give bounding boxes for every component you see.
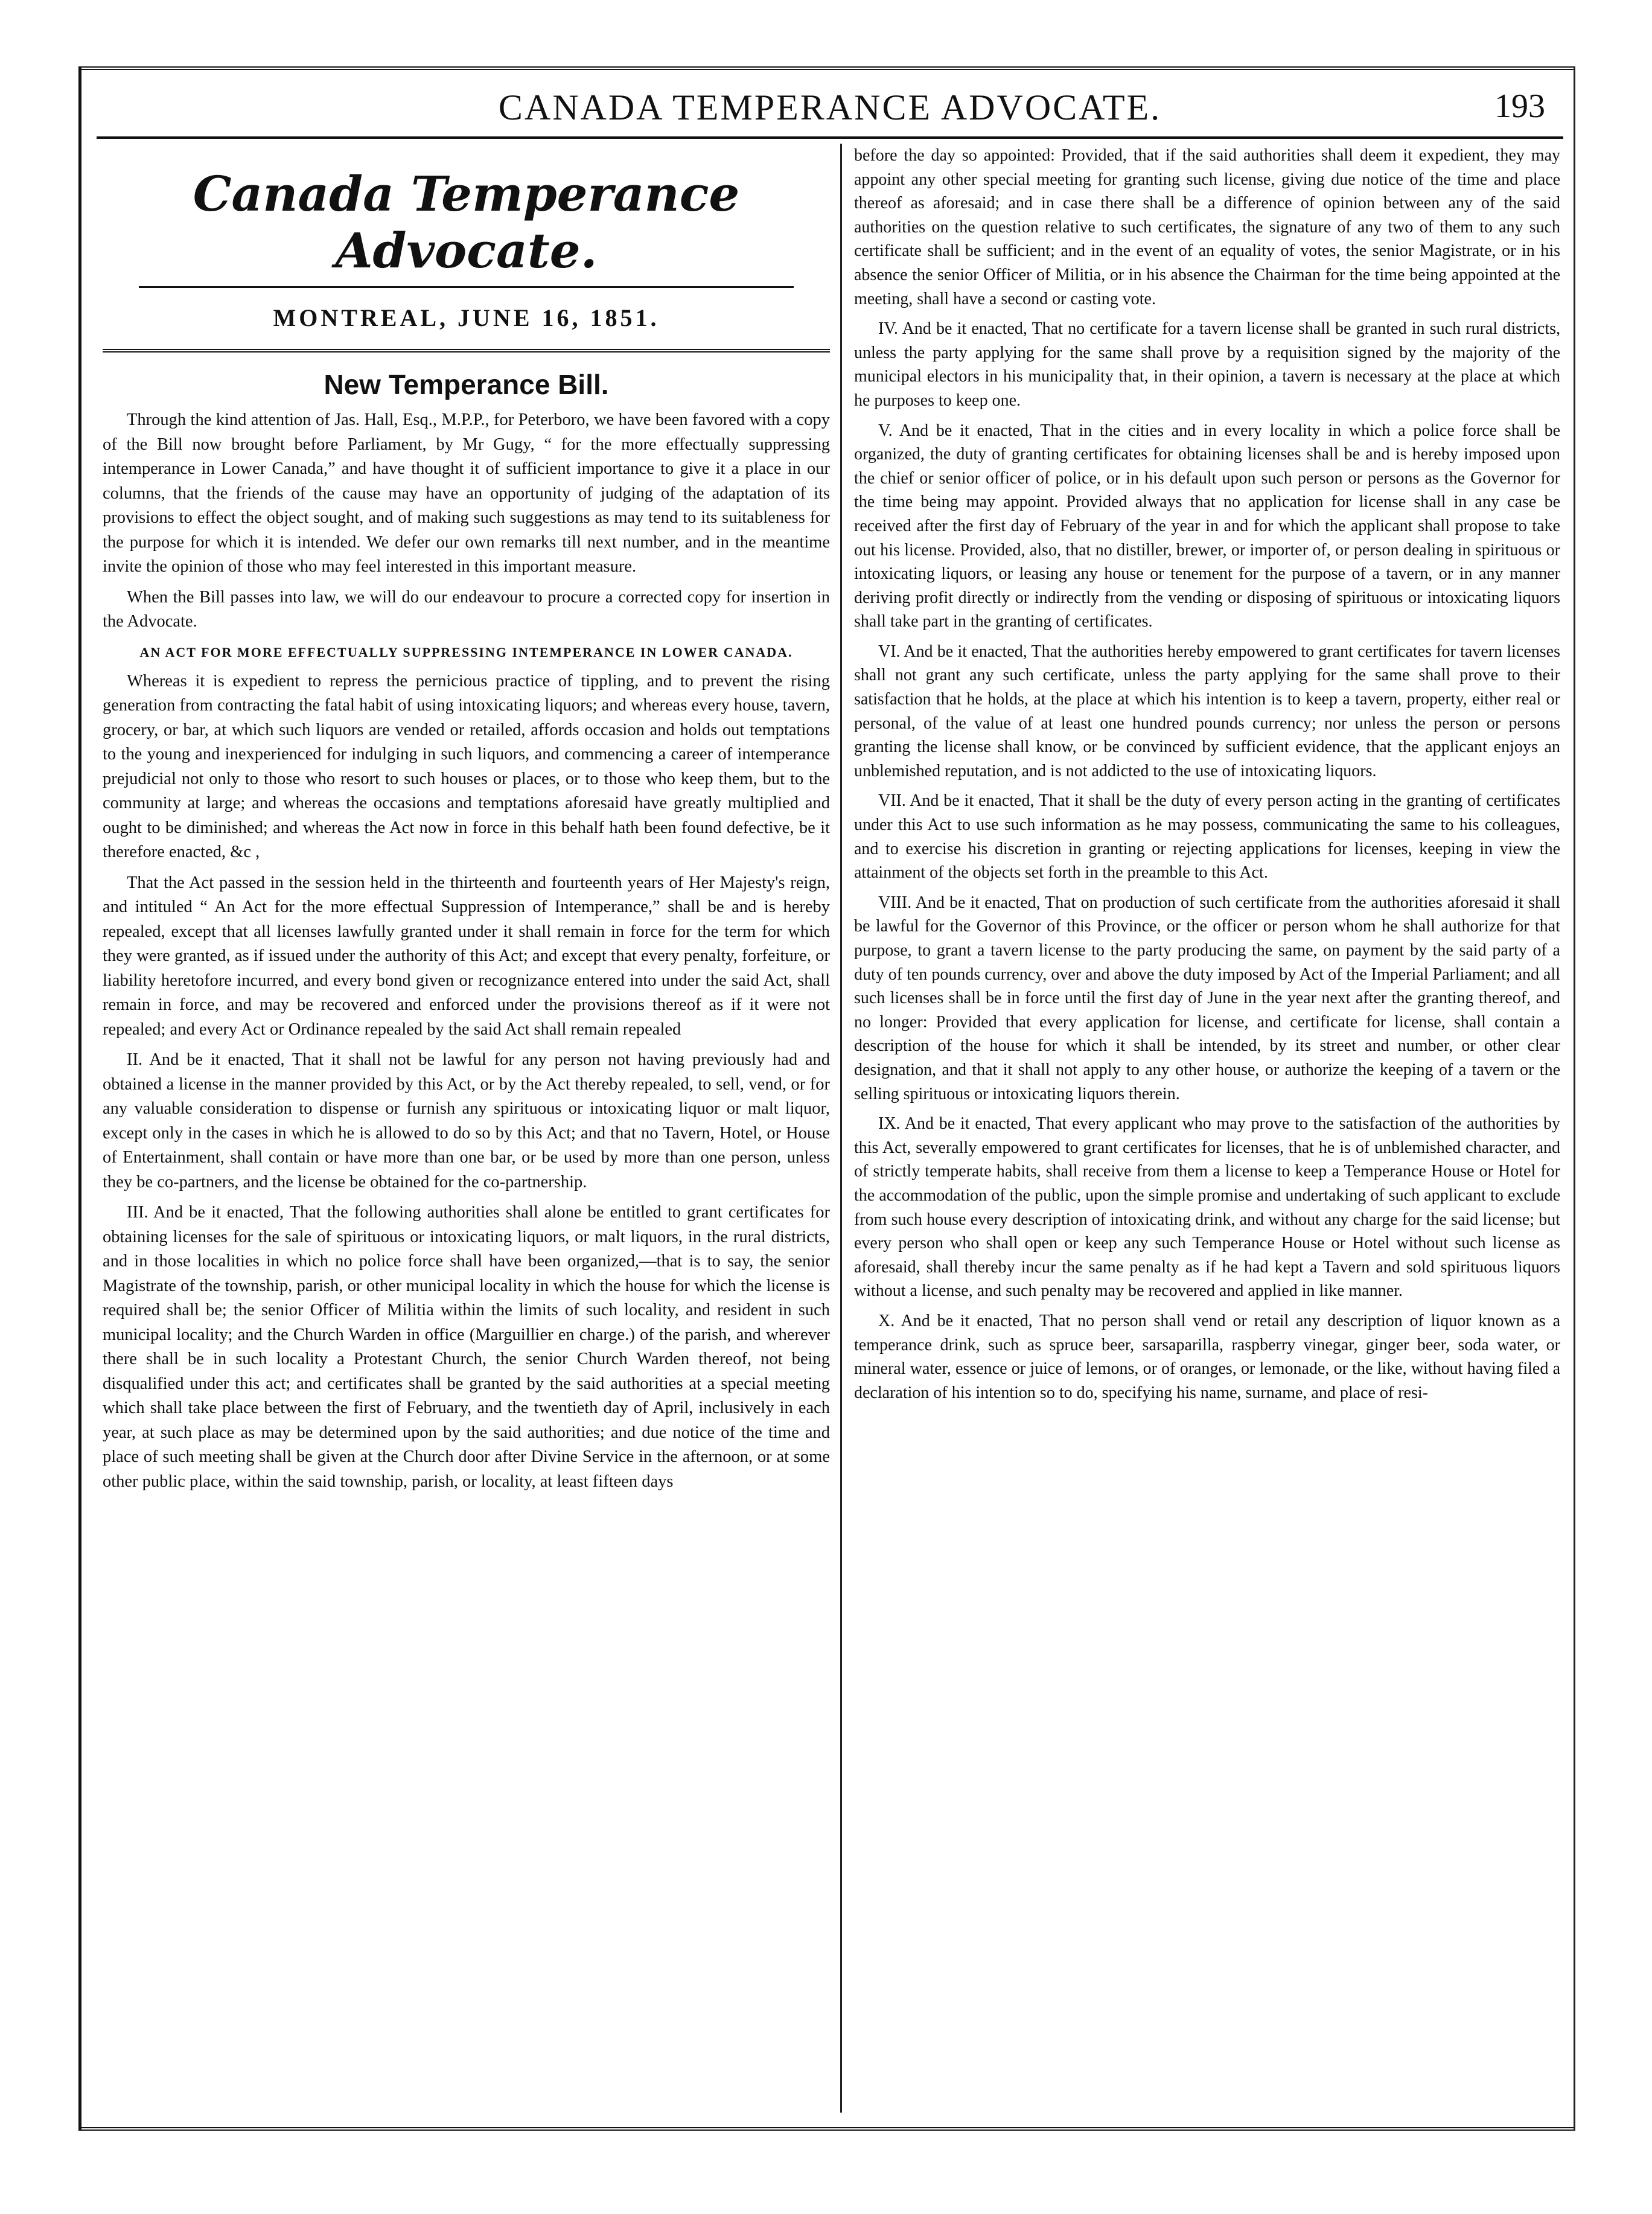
running-title: CANADA TEMPERANCE ADVOCATE.: [498, 88, 1162, 127]
act-paragraph: Whereas it is expedient to repress the pernicious practice of tippling, and to prevent the rising generation from contracting the fatal habit of using intoxicating liquors; and whereas every house, tavern, grocery, or bar, at which such liquors are vended or retailed, affords occasion and holds out temptations to the young and inexperienced for indulging in such liquors, and commencing a career of intemperance prejudicial not only to those who resort to such houses or places, or to those who keep them, but to the community at large; and whereas the occasions and temptations aforesaid have greatly multiplied and ought to be diminished; and whereas the Act now in force in this behalf hath been found defective, be it therefore enacted, &c ,: [103, 671, 830, 861]
act-paragraph: before the day so appointed: Provided, that if the said authorities shall deem it expedient, they may appoint any other special meeting for granting such license, giving due notice of the time and place thereof as aforesaid; and in case there shall be a difference of opinion between any of the said authorities on the question relative to such certificates, the signature of any two of them to any such certificate shall be sufficient; and in the event of an equality of votes, the senior Magistrate, or in his absence the senior Officer of Militia, or in his absence the Chairman for the time being appointed at the meeting, shall have a second or casting vote.: [854, 146, 1560, 308]
left-column: [103, 144, 830, 2113]
masthead: Canada Temperance Advocate.: [193, 165, 740, 279]
act-paragraph: X. And be it enacted, That no person shall vend or retail any description of liquor known as a temperance drink, such as spruce beer, sarsaparilla, raspberry vinegar, ginger beer, soda water, or mineral water, essence or juice of lemons, or of oranges, or lemonade, or the like, without having filed a declaration of his intention so to do, specifying his name, surname, and place of resi-: [854, 1311, 1560, 1402]
frame-left-rule: [78, 66, 81, 2131]
intro-paragraph: When the Bill passes into law, we will do our endeavour to procure a corrected copy for insertion in the Advocate.: [103, 587, 830, 631]
header-rule: [97, 136, 1563, 139]
act-paragraph: V. And be it enacted, That in the cities and in every locality in which a police force shall be organized, the duty of granting certificates for obtaining licenses shall be and is hereby imposed upon the chief or senior officer of police, or in his default upon such person or persons as the Governor for the time being may appoint. Provided always that no application for license shall in any case be received after the first day of February of the year in and for which the applicant shall propose to take out his license. Provided, also, that no distiller, brewer, or importer of, or person dealing in spirituous or intoxicating liquors, or leasing any house or tenement for the purpose of a tavern, or in any manner deriving profit directly or indirectly from the vending or disposing of spirituous or intoxicating liquors shall take part in the granting of certificates.: [854, 421, 1560, 631]
masthead-rule: [139, 286, 794, 288]
frame-right-rule: [1574, 66, 1575, 2131]
running-head: [103, 80, 1557, 132]
act-paragraph: VI. And be it enacted, That the authorities hereby empowered to grant certificates for tavern licenses shall not grant any such certificate, unless the party applying for the same shall prove to their satisfaction that he holds, at the place at which his intention is to keep a tavern, property, either real or personal, of the value of at least one hundred pounds currency; nor unless the person or persons granting the license shall know, or be convinced by sufficient evidence, that the applicant enjoys an unblemished reputation, and is not addicted to the use of intoxicating liquors.: [854, 642, 1560, 780]
newspaper-page: [78, 66, 1575, 2131]
dateline: MONTREAL, JUNE 16, 1851.: [273, 304, 660, 331]
act-paragraph: IV. And be it enacted, That no certificate for a tavern license shall be granted in such rural districts, unless the party applying for the same shall prove by a requisition signed by the majority of the municipal electors in his municipality that, in their opinion, a tavern is necessary at the place at which he purposes to keep one.: [854, 319, 1560, 410]
page-number: 193: [1494, 88, 1545, 125]
column-divider: [840, 144, 842, 2113]
act-title: AN ACT FOR MORE EFFECTUALLY SUPPRESSING INTEMPERANCE IN LOWER CANADA.: [139, 644, 793, 660]
intro-paragraph: Through the kind attention of Jas. Hall, Esq., M.P.P., for Peterboro, we have been favored with a copy of the Bill now brought before Parliament, by Mr Gugy, “ for the more effectually suppressing intemperance in Lower Canada,” and have thought it of sufficient importance to give it a place in our columns, that the friends of the cause may have an opportunity of judging of the adaptation of its provisions to effect the object sought, and of making such suggestions as may tend to its suitableness for the purpose for which it is intended. We defer our own remarks till next number, and in the meantime invite the opinion of those who may feel interested in this important measure.: [103, 410, 830, 576]
right-column: [854, 144, 1560, 2113]
frame-bottom-rule: [78, 2127, 1575, 2131]
act-paragraph: VIII. And be it enacted, That on production of such certificate from the authorities aforesaid it shall be lawful for the Governor of this Province, or the officer or person whom he shall authorize for that purpose, to grant a tavern license to the party producing the same, on payment by the said party of a duty of ten pounds currency, over and above the duty imposed by Act of the Imperial Parliament; and all such licenses shall be in force until the first day of June in the year next after the granting thereof, and no longer: Provided that every application for license, and certificate for license, shall contain a description of the house for which it shall be intended, by its street and number, or other clear designation, and that it shall not apply to any other house, or authorize the keeping of a tavern or the selling spirituous or intoxicating liquors therein.: [854, 893, 1560, 1103]
act-paragraph: IX. And be it enacted, That every applicant who may prove to the satisfaction of the authorities by this Act, severally empowered to grant certificates for licenses, that he is of unblemished character, and of strictly temperate habits, shall receive from them a license to keep a Temperance House or Hotel for the accommodation of the public, upon the simple promise and undertaking of such applicant to exclude from such house every description of intoxicating drink, and without any charge for the said license; but every person who shall open or keep any such Temperance House or Hotel without such license as aforesaid, shall thereby incur the same penalty as if he had kept a Tavern and sold spirituous liquors without a license, and such penalty may be recovered and applied in like manner.: [854, 1114, 1560, 1301]
act-paragraph: II. And be it enacted, That it shall not be lawful for any person not having previously had and obtained a license in the manner provided by this Act, or by the Act thereby repealed, to sell, vend, or for any valuable consideration to dispense or furnish any spirituous or intoxicating liquor or malt liquor, except only in the cases in which he is allowed to do so by this Act; and that no Tavern, Hotel, or House of Entertainment, shall contain or have more than one bar, or be used by more than one person, unless they be co-partners, and the license be obtained for the co-partnership.: [103, 1050, 830, 1192]
dateline-rule: [103, 349, 830, 353]
act-paragraph: VII. And be it enacted, That it shall be the duty of every person acting in the granting of certificates under this Act to use such information as he may possess, communicating the same to his colleagues, and to exercise his discretion in granting or rejecting applications for licenses, keeping in view the attainment of the objects set forth in the preamble to this Act.: [854, 791, 1560, 882]
act-paragraph: That the Act passed in the session held in the thirteenth and fourteenth years of Her Majesty's reign, and intituled “ An Act for the more effectual Suppression of Intemperance,” shall be and is hereby repealed, except that all licenses lawfully granted under it shall remain in force for the term for which they were granted, as if issued under the authority of this Act; and except that every penalty, forfeiture, or liability heretofore incurred, and every bond given or recognizance entered into under the said Act, shall remain in force, and may be recovered and enforced under the provisions thereof as if it were not repealed; and every Act or Ordinance repealed by the said Act shall remain repealed: [103, 873, 830, 1039]
article-title: New Temperance Bill.: [324, 369, 609, 400]
act-paragraph: III. And be it enacted, That the following authorities shall alone be entitled to grant certificates for obtaining licenses for the sale of spirituous or intoxicating liquors, or malt liquors, in the rural districts, and in those localities in which no police force shall have been organized,—that is to say, the senior Magistrate of the township, parish, or other municipal locality in which the house for which the license is required shall be; the senior Officer of Militia within the limits of such locality, and resident in such municipal locality; and the Church Warden in office (Marguillier en charge.) of the parish, and wherever there shall be in such locality a Protestant Church, the senior Church Warden thereof, not being disqualified under this act; and certificates shall be granted by the said authorities at a special meeting which shall take place between the first of February, and the twentieth day of April, inclusively in each year, at such place as may be determined upon by the said authorities; and due notice of the time and place of such meeting shall be given at the Church door after Divine Service in the afternoon, or at some other public place, within the said township, parish, or locality, at least fifteen days: [103, 1203, 830, 1491]
frame-top-rule: [78, 66, 1575, 70]
